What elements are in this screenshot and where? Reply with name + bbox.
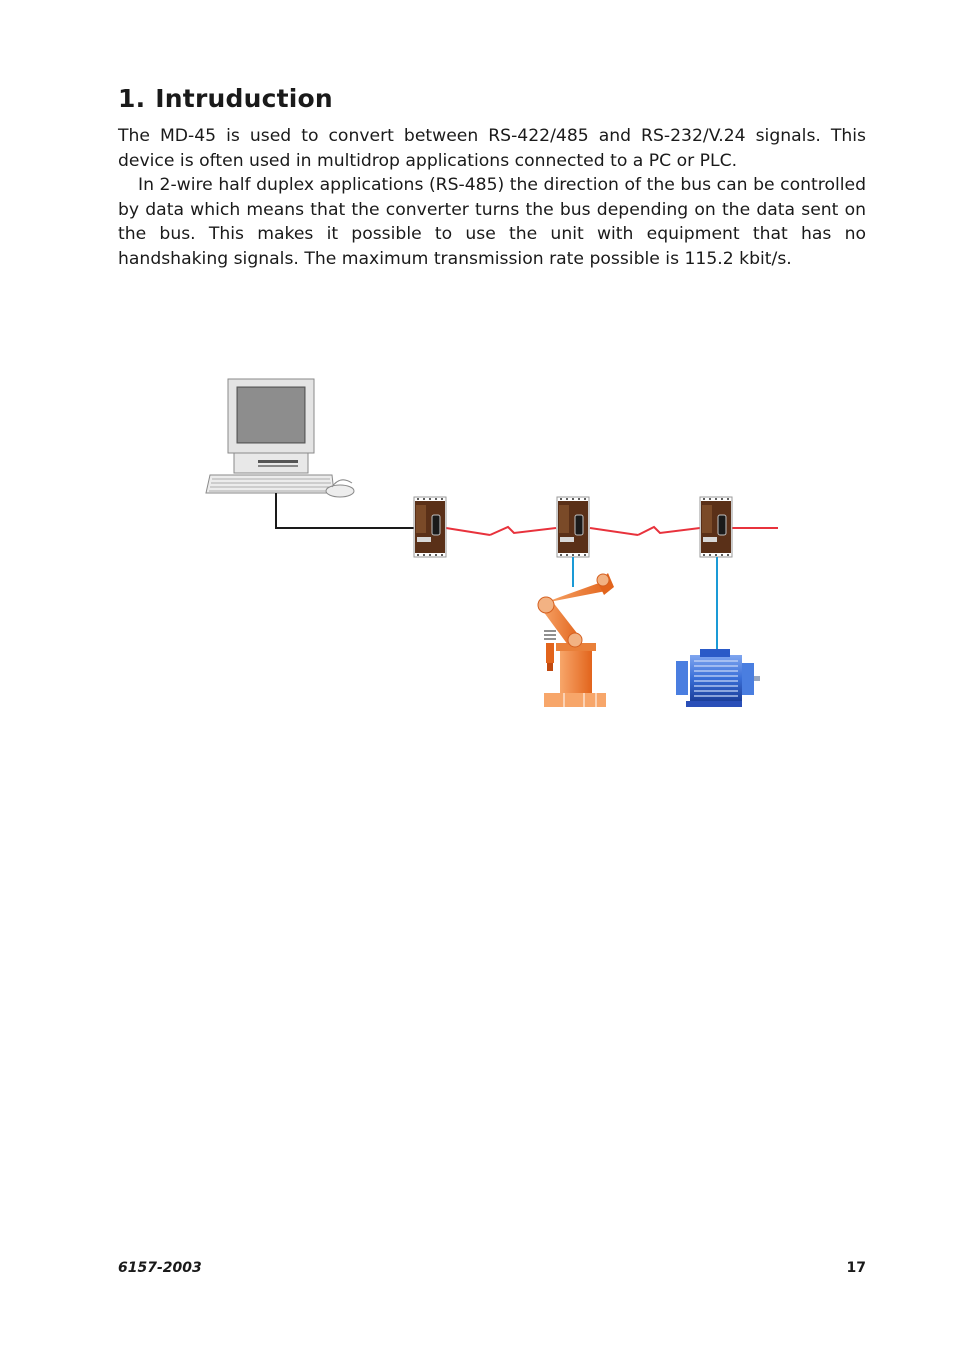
body-text: [118, 124, 866, 272]
motor-icon: [676, 649, 760, 707]
converter-icon: [557, 497, 589, 557]
robot-arm-icon: [538, 573, 614, 707]
paragraph-1: The MD-45 is used to convert between RS-422/485 and RS-232/V.24 signals. This device is often used in multidrop applications connected to a PC or PLC.: [118, 126, 866, 171]
paragraph-2: In 2-wire half duplex applications (RS-485) the direction of the bus can be controlled by data which means that the converter turns the bus depending on the data sent on the bus. This makes it possible to use the unit with equipment that has no handshaking signals. The maximum transmission rate possible is 115.2 kbit/s.: [118, 175, 866, 269]
footer-doc-number: 6157-2003: [118, 1260, 202, 1276]
section-heading: [118, 84, 333, 113]
network-diagram: [200, 375, 790, 715]
footer-page-number: 17: [846, 1260, 866, 1276]
converter-icon: [700, 497, 732, 557]
section-number: 1.: [118, 84, 146, 113]
section-title: Intruduction: [155, 84, 333, 113]
converter-icon: [414, 497, 446, 557]
computer-icon: [206, 379, 354, 497]
